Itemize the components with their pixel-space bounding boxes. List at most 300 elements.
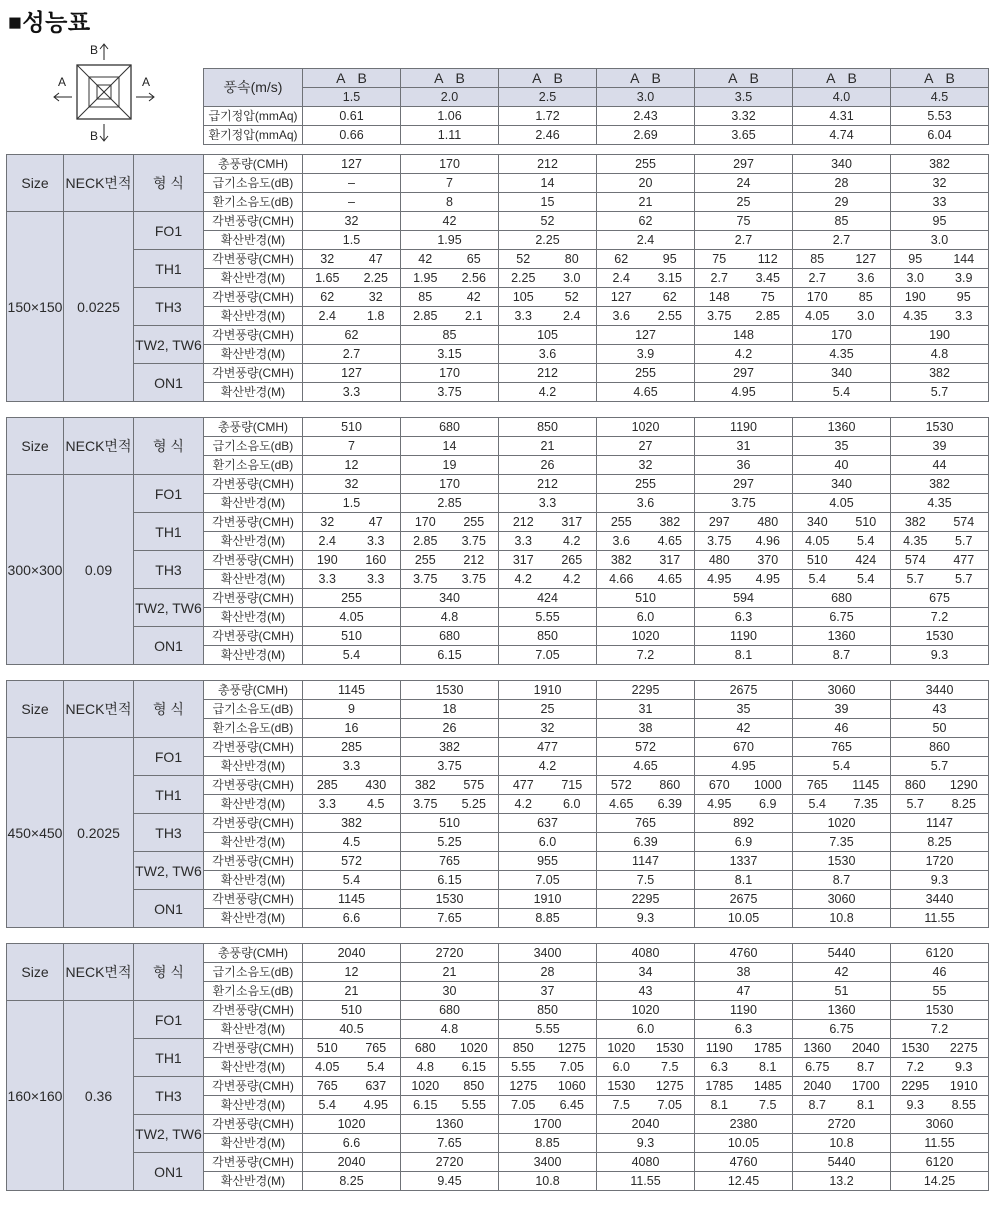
radius-value-b: 7.35 xyxy=(853,797,878,811)
flow-value: 42 xyxy=(401,212,499,231)
flow-value-a: 42 xyxy=(418,252,433,266)
radius-value: 10.8 xyxy=(793,909,891,928)
radius-value: 10.05 xyxy=(695,1134,793,1153)
flow-value: 1190 xyxy=(695,627,793,646)
radius-value: 9.3 xyxy=(891,646,989,665)
return-noise-value: 29 xyxy=(793,193,891,212)
radius-value: 9.3 xyxy=(891,871,989,890)
radius-value-b: 3.3 xyxy=(367,572,385,586)
speed-ab-cell xyxy=(499,69,597,88)
total-value: 680 xyxy=(401,418,499,437)
flow-value-a: 574 xyxy=(904,553,926,567)
flow-value: 572 xyxy=(303,852,401,871)
radius-value-b: 6.45 xyxy=(559,1098,584,1112)
flow-pair-value xyxy=(695,1077,793,1096)
radius-value-a: 7.5 xyxy=(612,1098,630,1112)
flow-value-b: 477 xyxy=(953,553,975,567)
radius-value: 3.15 xyxy=(401,345,499,364)
flow-value: 675 xyxy=(891,589,989,608)
side-flow-label: 각변풍량(CMH) xyxy=(204,627,303,646)
radius-pair-value xyxy=(303,1058,401,1077)
radius-value-a: 4.95 xyxy=(707,572,732,586)
radius-value-b: 8.25 xyxy=(951,797,976,811)
radius-value-a: 5.7 xyxy=(906,797,924,811)
supply-noise-value: 38 xyxy=(695,963,793,982)
return-pressure-value: 3.65 xyxy=(695,126,793,145)
flow-value-b: 510 xyxy=(855,515,877,529)
flow-value: 1530 xyxy=(891,1001,989,1020)
radius-label: 확산반경(M) xyxy=(204,231,303,250)
flow-value: 85 xyxy=(793,212,891,231)
radius-value-b: 4.95 xyxy=(755,572,780,586)
ab-a-label: A xyxy=(630,69,640,86)
radius-pair-value xyxy=(597,1058,695,1077)
radius-value-b: 2.56 xyxy=(461,271,486,285)
flow-value-b: 382 xyxy=(659,515,681,529)
radius-pair-value xyxy=(695,269,793,288)
flow-value: 2380 xyxy=(695,1115,793,1134)
radius-pair-value xyxy=(793,1096,891,1115)
speed-ab-cell xyxy=(303,69,401,88)
block-header-row xyxy=(7,418,989,437)
radius-value: 7.65 xyxy=(401,1134,499,1153)
flow-value-a: 32 xyxy=(320,515,335,529)
radius-value-a: 1.65 xyxy=(315,271,340,285)
page-title: ■성능표 xyxy=(8,9,91,35)
radius-value: 7.65 xyxy=(401,909,499,928)
side-flow-label: 각변풍량(CMH) xyxy=(204,551,303,570)
radius-pair-value xyxy=(891,269,989,288)
flow-value: 1020 xyxy=(793,814,891,833)
radius-value: 4.05 xyxy=(303,608,401,627)
flow-value: 477 xyxy=(499,738,597,757)
flow-value-a: 52 xyxy=(516,252,531,266)
total-value: 1530 xyxy=(401,681,499,700)
ab-a-label: A xyxy=(336,69,346,86)
side-flow-label: 각변풍량(CMH) xyxy=(204,475,303,494)
radius-value: 4.95 xyxy=(695,757,793,776)
radius-pair-value xyxy=(401,1058,499,1077)
supply-noise-value: 21 xyxy=(401,963,499,982)
total-value: 510 xyxy=(303,418,401,437)
supply-noise-value: 31 xyxy=(695,437,793,456)
size-times: × xyxy=(30,824,40,841)
flow-value: 3060 xyxy=(793,890,891,909)
radius-value-a: 4.35 xyxy=(903,309,928,323)
flow-value: 2040 xyxy=(303,1153,401,1172)
total-value: 1360 xyxy=(793,418,891,437)
radius-value-a: 4.2 xyxy=(514,572,532,586)
radius-value: 9.3 xyxy=(597,909,695,928)
radius-value-a: 4.05 xyxy=(805,534,830,548)
flow-value: 340 xyxy=(793,475,891,494)
flow-value: 2720 xyxy=(401,1153,499,1172)
radius-value-b: 2.4 xyxy=(563,309,581,323)
flow-pair-value xyxy=(303,250,401,269)
flow-value: 1530 xyxy=(401,890,499,909)
flow-pair-value xyxy=(401,551,499,570)
radius-pair-value xyxy=(499,570,597,589)
flow-value-b: 160 xyxy=(365,553,387,567)
flow-value-a: 317 xyxy=(512,553,534,567)
radius-value: 4.35 xyxy=(891,494,989,513)
radius-value: 6.3 xyxy=(695,608,793,627)
ab-b-label: B xyxy=(455,69,465,86)
flow-value-b: 1910 xyxy=(949,1079,978,1093)
type-row xyxy=(7,475,989,494)
speed-value: 3.0 xyxy=(597,88,695,107)
flow-value-b: 52 xyxy=(564,290,579,304)
radius-pair-value xyxy=(793,570,891,589)
radius-pair-value xyxy=(891,1096,989,1115)
flow-value: 3440 xyxy=(891,890,989,909)
side-flow-label: 각변풍량(CMH) xyxy=(204,1001,303,1020)
supply-noise-value: 42 xyxy=(793,963,891,982)
radius-value-a: 6.15 xyxy=(413,1098,438,1112)
flow-value-a: 1275 xyxy=(509,1079,538,1093)
total-flow-label: 총풍량(CMH) xyxy=(204,944,303,963)
return-noise-value: 30 xyxy=(401,982,499,1001)
arrow-left-icon xyxy=(54,93,72,101)
radius-pair-value xyxy=(401,307,499,326)
total-value: 382 xyxy=(891,155,989,174)
flow-value: 95 xyxy=(891,212,989,231)
flow-value: 4760 xyxy=(695,1153,793,1172)
flow-pair-value xyxy=(695,1039,793,1058)
radius-value: 3.3 xyxy=(303,757,401,776)
radius-label: 확산반경(M) xyxy=(204,646,303,665)
radius-value: 10.8 xyxy=(793,1134,891,1153)
radius-value-a: 1.95 xyxy=(413,271,438,285)
return-pressure-value: 6.04 xyxy=(891,126,989,145)
total-value: 2675 xyxy=(695,681,793,700)
return-noise-value: 37 xyxy=(499,982,597,1001)
neck-header xyxy=(64,418,134,475)
flow-value-b: 255 xyxy=(463,515,485,529)
flow-value-b: 317 xyxy=(659,553,681,567)
radius-pair-value xyxy=(793,269,891,288)
flow-value-b: 1700 xyxy=(851,1079,880,1093)
size-value-b: 150 xyxy=(39,298,63,315)
return-noise-value: 44 xyxy=(891,456,989,475)
radius-pair-value xyxy=(499,795,597,814)
size-value-a: 160 xyxy=(7,1087,31,1104)
radius-value-b: 8.1 xyxy=(759,1060,777,1074)
radius-value-a: 4.65 xyxy=(609,797,634,811)
return-noise-value: 50 xyxy=(891,719,989,738)
type-name: TH3 xyxy=(134,1077,204,1115)
type-header: 형 식 xyxy=(134,681,204,738)
supply-noise-value: 32 xyxy=(891,174,989,193)
return-noise-value: 26 xyxy=(499,456,597,475)
flow-pair-value xyxy=(793,288,891,307)
flow-pair-value xyxy=(401,776,499,795)
radius-value: 12.45 xyxy=(695,1172,793,1191)
flow-value: 212 xyxy=(499,475,597,494)
flow-value-b: 62 xyxy=(662,290,677,304)
neck-value: 0.2025 xyxy=(64,738,134,928)
radius-value: 8.85 xyxy=(499,1134,597,1153)
radius-value-b: 6.39 xyxy=(657,797,682,811)
type-header: 형 식 xyxy=(134,155,204,212)
flow-value: 680 xyxy=(401,1001,499,1020)
flow-value: 1337 xyxy=(695,852,793,871)
total-value: 2295 xyxy=(597,681,695,700)
flow-value-b: 212 xyxy=(463,553,485,567)
flow-value-b: 1290 xyxy=(949,778,978,792)
radius-value-b: 4.95 xyxy=(363,1098,388,1112)
total-value: 2720 xyxy=(401,944,499,963)
radius-pair-value xyxy=(303,1096,401,1115)
arrow-right-icon xyxy=(136,93,154,101)
side-flow-label: 각변풍량(CMH) xyxy=(204,589,303,608)
flow-value-a: 32 xyxy=(320,252,335,266)
flow-value-a: 255 xyxy=(414,553,436,567)
radius-value-b: 3.3 xyxy=(367,534,385,548)
flow-value: 637 xyxy=(499,814,597,833)
ab-b-label: B xyxy=(553,69,563,86)
type-header: 형 식 xyxy=(134,418,204,475)
radius-pair-value xyxy=(499,532,597,551)
type-row xyxy=(7,1001,989,1020)
type-header: 형 식 xyxy=(134,944,204,1001)
supply-pressure-value: 2.43 xyxy=(597,107,695,126)
diagram-label-left: A xyxy=(58,75,67,89)
radius-value-a: 3.6 xyxy=(612,534,630,548)
flow-value: 285 xyxy=(303,738,401,757)
speed-values-row xyxy=(204,88,989,107)
flow-value-a: 255 xyxy=(610,515,632,529)
size-header: Size xyxy=(7,418,64,475)
radius-value: 14.25 xyxy=(891,1172,989,1191)
flow-value-a: 75 xyxy=(712,252,727,266)
flow-value: 340 xyxy=(793,364,891,383)
radius-value-a: 3.3 xyxy=(514,309,532,323)
total-flow-label: 총풍량(CMH) xyxy=(204,155,303,174)
radius-value: 6.3 xyxy=(695,1020,793,1039)
radius-value-b: 4.5 xyxy=(367,797,385,811)
supply-noise-value: 12 xyxy=(303,963,401,982)
radius-value: 7.35 xyxy=(793,833,891,852)
flow-value-b: 575 xyxy=(463,778,485,792)
radius-value-a: 6.75 xyxy=(805,1060,830,1074)
radius-label: 확산반경(M) xyxy=(204,871,303,890)
radius-pair-value xyxy=(793,532,891,551)
flow-value: 382 xyxy=(303,814,401,833)
radius-value-b: 3.9 xyxy=(955,271,973,285)
radius-value-a: 2.4 xyxy=(318,534,336,548)
flow-pair-value xyxy=(695,513,793,532)
radius-pair-value xyxy=(499,1058,597,1077)
radius-pair-value xyxy=(303,269,401,288)
neck-header-line1: NECK xyxy=(65,438,105,454)
flow-pair-value xyxy=(597,288,695,307)
supply-noise-value: 21 xyxy=(499,437,597,456)
flow-value: 4080 xyxy=(597,1153,695,1172)
flow-value: 382 xyxy=(891,364,989,383)
radius-label: 확산반경(M) xyxy=(204,570,303,589)
radius-value-b: 5.7 xyxy=(955,572,973,586)
total-value: 127 xyxy=(303,155,401,174)
type-row xyxy=(7,513,989,532)
flow-value: 594 xyxy=(695,589,793,608)
flow-value: 1020 xyxy=(597,627,695,646)
flow-value: 1700 xyxy=(499,1115,597,1134)
radius-value-a: 3.6 xyxy=(612,309,630,323)
speed-label: 풍속(m/s) xyxy=(204,69,303,107)
size-value-b: 450 xyxy=(39,824,63,841)
radius-pair-value xyxy=(401,795,499,814)
flow-value: 850 xyxy=(499,627,597,646)
radius-value: 11.55 xyxy=(597,1172,695,1191)
supply-noise-value: 43 xyxy=(891,700,989,719)
flow-value: 255 xyxy=(303,589,401,608)
flow-pair-value xyxy=(793,1039,891,1058)
radius-value: 4.65 xyxy=(597,383,695,402)
size-header: Size xyxy=(7,155,64,212)
type-row xyxy=(7,627,989,646)
return-noise-value: 36 xyxy=(695,456,793,475)
arrow-down-icon xyxy=(100,124,108,141)
flow-value: 572 xyxy=(597,738,695,757)
supply-noise-value: 46 xyxy=(891,963,989,982)
performance-table-block xyxy=(6,943,989,1191)
radius-value: 6.15 xyxy=(401,646,499,665)
radius-value: 6.9 xyxy=(695,833,793,852)
supply-noise-value: 35 xyxy=(793,437,891,456)
radius-value: 40.5 xyxy=(303,1020,401,1039)
supply-noise-value: 28 xyxy=(499,963,597,982)
speed-value: 2.0 xyxy=(401,88,499,107)
flow-pair-value xyxy=(793,551,891,570)
radius-value-b: 2.25 xyxy=(363,271,388,285)
radius-value-b: 5.7 xyxy=(955,534,973,548)
flow-value-a: 85 xyxy=(810,252,825,266)
radius-value: 13.2 xyxy=(793,1172,891,1191)
flow-pair-value xyxy=(597,1077,695,1096)
flow-value-a: 62 xyxy=(320,290,335,304)
radius-value-b: 4.96 xyxy=(755,534,780,548)
radius-pair-value xyxy=(891,795,989,814)
radius-pair-value xyxy=(793,1058,891,1077)
flow-value: 75 xyxy=(695,212,793,231)
flow-pair-value xyxy=(891,513,989,532)
total-flow-label: 총풍량(CMH) xyxy=(204,418,303,437)
supply-pressure-value: 1.72 xyxy=(499,107,597,126)
supply-noise-value: 31 xyxy=(597,700,695,719)
radius-value-b: 5.4 xyxy=(367,1060,385,1074)
flow-value-a: 510 xyxy=(806,553,828,567)
radius-pair-value xyxy=(303,532,401,551)
side-flow-label: 각변풍량(CMH) xyxy=(204,852,303,871)
radius-value: 3.3 xyxy=(499,494,597,513)
total-value: 1910 xyxy=(499,681,597,700)
flow-value-b: 424 xyxy=(855,553,877,567)
flow-value-a: 382 xyxy=(414,778,436,792)
block-header-row xyxy=(7,944,989,963)
total-flow-label: 총풍량(CMH) xyxy=(204,681,303,700)
flow-value-b: 1000 xyxy=(753,778,782,792)
return-pressure-label: 환기정압(mmAq) xyxy=(204,126,303,145)
flow-value: 170 xyxy=(401,475,499,494)
radius-value-b: 5.25 xyxy=(461,797,486,811)
flow-value-b: 317 xyxy=(561,515,583,529)
type-name: ON1 xyxy=(134,890,204,928)
flow-value: 860 xyxy=(891,738,989,757)
radius-value-b: 7.5 xyxy=(661,1060,679,1074)
radius-value-a: 6.0 xyxy=(612,1060,630,1074)
radius-value: 6.0 xyxy=(597,608,695,627)
flow-value: 5440 xyxy=(793,1153,891,1172)
radius-pair-value xyxy=(303,307,401,326)
flow-value-a: 340 xyxy=(806,515,828,529)
performance-table-block xyxy=(6,417,989,665)
radius-value-b: 2.85 xyxy=(755,309,780,323)
radius-value: 8.1 xyxy=(695,871,793,890)
radius-pair-value xyxy=(695,1096,793,1115)
radius-pair-value xyxy=(597,532,695,551)
type-row xyxy=(7,814,989,833)
flow-value-b: 1275 xyxy=(557,1041,586,1055)
flow-value: 127 xyxy=(303,364,401,383)
ab-b-label: B xyxy=(847,69,857,86)
radius-value-a: 4.8 xyxy=(416,1060,434,1074)
side-flow-label: 각변풍량(CMH) xyxy=(204,1115,303,1134)
radius-value-a: 3.75 xyxy=(707,534,732,548)
type-name: FO1 xyxy=(134,212,204,250)
radius-value-b: 3.15 xyxy=(657,271,682,285)
radius-value-b: 3.3 xyxy=(955,309,973,323)
flow-value-a: 765 xyxy=(806,778,828,792)
flow-pair-value xyxy=(695,288,793,307)
flow-pair-value xyxy=(499,288,597,307)
radius-value-a: 4.05 xyxy=(315,1060,340,1074)
flow-value-b: 112 xyxy=(757,252,778,266)
radius-value: 1.5 xyxy=(303,494,401,513)
diagram-label-top: B xyxy=(90,43,99,57)
supply-noise-label: 급기소음도(dB) xyxy=(204,174,303,193)
flow-value-b: 765 xyxy=(365,1041,387,1055)
type-row xyxy=(7,852,989,871)
flow-value-b: 144 xyxy=(953,252,975,266)
radius-value-b: 1.8 xyxy=(367,309,385,323)
flow-value-b: 1275 xyxy=(655,1079,684,1093)
type-row xyxy=(7,250,989,269)
radius-value-b: 3.45 xyxy=(755,271,780,285)
flow-value: 1020 xyxy=(597,1001,695,1020)
radius-value-a: 3.3 xyxy=(318,572,336,586)
flow-value-a: 1020 xyxy=(411,1079,440,1093)
radius-pair-value xyxy=(499,307,597,326)
radius-pair-value xyxy=(401,1096,499,1115)
flow-pair-value xyxy=(891,288,989,307)
return-noise-value: 33 xyxy=(891,193,989,212)
flow-value-a: 680 xyxy=(414,1041,436,1055)
radius-label: 확산반경(M) xyxy=(204,608,303,627)
flow-value-b: 370 xyxy=(757,553,779,567)
radius-value: 6.15 xyxy=(401,871,499,890)
performance-table-block xyxy=(6,154,989,402)
flow-value: 510 xyxy=(303,1001,401,1020)
radius-pair-value xyxy=(891,532,989,551)
ab-a-label: A xyxy=(826,69,836,86)
flow-value-a: 170 xyxy=(806,290,828,304)
flow-value: 105 xyxy=(499,326,597,345)
radius-value: 6.75 xyxy=(793,608,891,627)
total-value: 6120 xyxy=(891,944,989,963)
radius-value-a: 9.3 xyxy=(906,1098,924,1112)
flow-pair-value xyxy=(891,776,989,795)
